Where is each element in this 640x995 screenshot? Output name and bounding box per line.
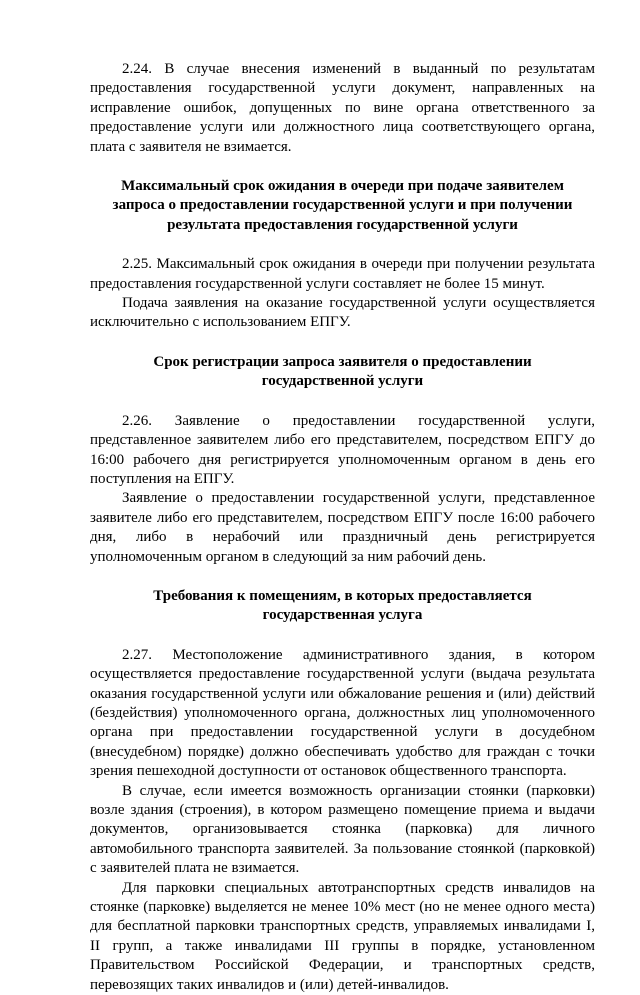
heading-premises-requirements: Требования к помещениям, в которых предоставляется государственная услуга: [153, 587, 532, 624]
paragraph-2-26: 2.26. Заявление о предоставлении государственной услуги, представленное заявителем либо его представителем, посредством ЕПГУ до 16:00 рабочего дня регистрируется уполномоченным органом в день его поступления на ЕПГУ.: [90, 412, 595, 487]
paragraph-2-24: 2.24. В случае внесения изменений в выданный по результатам предоставления государственной услуги документ, направленных на исправление ошибок, допущенных по вине органа ответственного за предоставление услуги или должностного лица соответствующего органа, плата с заявителя не взимается.: [90, 61, 595, 155]
paragraph-2-25-application: Подача заявления на оказание государственной услуги осуществляется исключительно с использованием ЕПГУ.: [90, 295, 595, 331]
heading-registration-term: Срок регистрации запроса заявителя о предоставлении государственной услуги: [153, 353, 532, 390]
document-page: [90, 60, 595, 995]
paragraph-2-25: 2.25. Максимальный срок ожидания в очереди при получении результата предоставления государственной услуги составляет не более 15 минут.: [90, 256, 595, 292]
paragraph-2-27-disabled-parking: Для парковки специальных автотранспортных средств инвалидов на стоянке (парковке) выделяется не менее 10% мест (но не менее одного места) для бесплатной парковки транспортных средств, управляемых инвалидами I, II групп, а также инвалидами III группы в порядке, установленном Правительством Российской Федерации, и транспортных средств, перевозящих таких инвалидов и (или) детей-инвалидов.: [90, 879, 595, 993]
heading-queue-wait-time: Максимальный срок ожидания в очереди при подаче заявителем запроса о предоставлении государственной услуги и при получении результата предоставления государственной услуги: [112, 178, 573, 233]
paragraph-2-26-after-hours: Заявление о предоставлении государственной услуги, представленное заявителе либо его представителем, посредством ЕПГУ после 16:00 рабочего дня, либо в нерабочий или праздничный день регистрируется уполномоченным органом в следующий за ним рабочий день.: [90, 490, 595, 565]
paragraph-2-27: 2.27. Местоположение административного здания, в котором осуществляется предоставление государственной услуги (выдача результата оказания государственной услуги или обжалование решения и (или) действий (бездействия) уполномоченного органа, должностных лиц уполномоченного органа при предоставлении государственной услуги в досудебном (внесудебном) порядке) должно обеспечивать удобство для граждан с точки зрения пешеходной доступности от остановок общественного транспорта.: [90, 646, 595, 780]
paragraph-2-27-parking: В случае, если имеется возможность организации стоянки (парковки) возле здания (строения), в котором размещено помещение приема и выдачи документов, организовывается стоянка (парковка) для личного автомобильного транспорта заявителей. За пользование стоянкой (парковкой) с заявителей плата не взимается.: [90, 782, 595, 877]
